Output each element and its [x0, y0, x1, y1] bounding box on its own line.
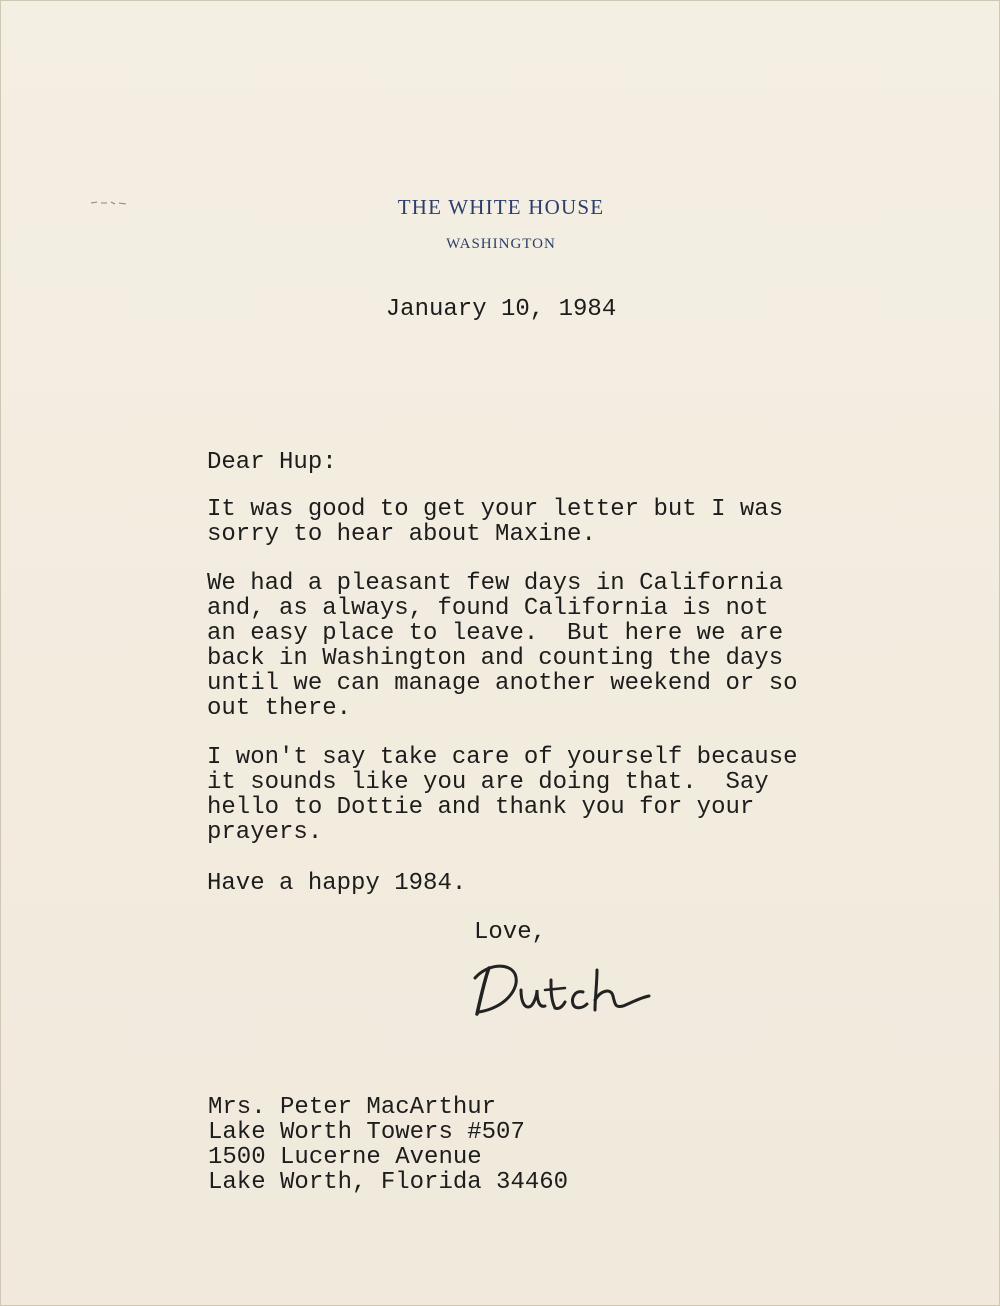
body-paragraph: I won't say take care of yourself because it sounds like you are doing that. Say hello to Dottie and thank you for your prayers.	[207, 744, 798, 846]
recipient-address	[208, 1095, 568, 1195]
body-paragraph: We had a pleasant few days in California and, as always, found California is not an easy place to leave. But here we are back in Washington and counting the days until we can manage another weekend or so out there.	[207, 570, 798, 722]
body-paragraph: It was good to get your letter but I was sorry to hear about Maxine.	[207, 496, 784, 548]
body-paragraph: Have a happy 1984.	[207, 870, 467, 897]
address-line: Lake Worth Towers #507	[208, 1119, 525, 1146]
address-line: Mrs. Peter MacArthur	[208, 1094, 497, 1121]
letterhead-location: WASHINGTON	[446, 236, 556, 252]
letter-date: January 10, 1984	[385, 296, 617, 323]
closing: Love,	[474, 919, 547, 946]
letterhead-title: THE WHITE HOUSE	[397, 195, 605, 219]
salutation: Dear Hup:	[207, 449, 337, 476]
handwritten-signature	[467, 956, 667, 1026]
address-line: 1500 Lucerne Avenue	[208, 1144, 482, 1171]
address-line: Lake Worth, Florida 34460	[208, 1169, 569, 1196]
